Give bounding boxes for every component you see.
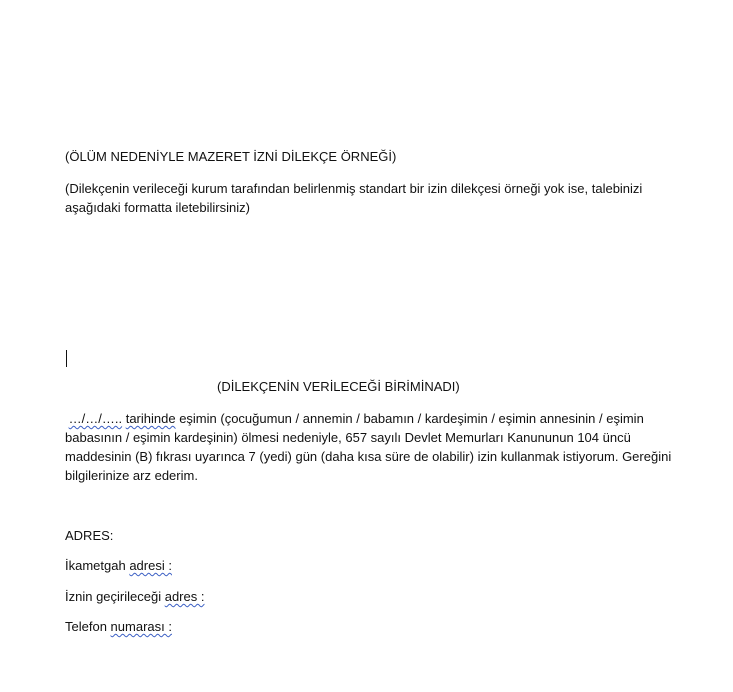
field-label-underlined: numarası :: [110, 619, 172, 634]
date-placeholder: …/…/…..: [68, 411, 123, 426]
address-heading: ADRES:: [65, 528, 114, 543]
field-label: İkametgah: [65, 558, 130, 573]
field-label-underlined: adresi :: [129, 558, 172, 573]
phone-number-field: [65, 618, 172, 636]
field-label: Telefon: [65, 619, 111, 634]
leave-address-field: [65, 588, 204, 606]
date-word: tarihinde: [125, 411, 176, 426]
field-label: İznin geçirileceği: [65, 589, 165, 604]
request-text: eşimin (çocuğumun / annemin / babamın / kardeşimin / eşimin annesinin / eşimin babasının / eşimin kardeşinin) ölmesi nedeniyle, 657 sayılı Devlet Memurları Kanununun 104 üncü maddesinin (B) fıkrası uyarınca 7 (yedi) gün (daha kısa süre de olabilir) izin kullanmak istiyorum. Gereğini bilgilerinize arz ederim.: [65, 411, 672, 483]
request-paragraph: [65, 409, 685, 485]
field-label-underlined: adres :: [164, 589, 205, 604]
recipient-unit: (DİLEKÇENİN VERİLECEĞİ BİRİMİNADI): [217, 379, 460, 394]
text-cursor: [66, 350, 67, 367]
document-title: (ÖLÜM NEDENİYLE MAZERET İZNİ DİLEKÇE ÖRNEĞİ): [65, 149, 397, 164]
intro-paragraph: (Dilekçenin verileceği kurum tarafından belirlenmiş standart bir izin dilekçesi örneği yok ise, talebinizi aşağıdaki formatta iletebilirsiniz): [65, 181, 643, 215]
residence-address-field: [65, 557, 172, 575]
